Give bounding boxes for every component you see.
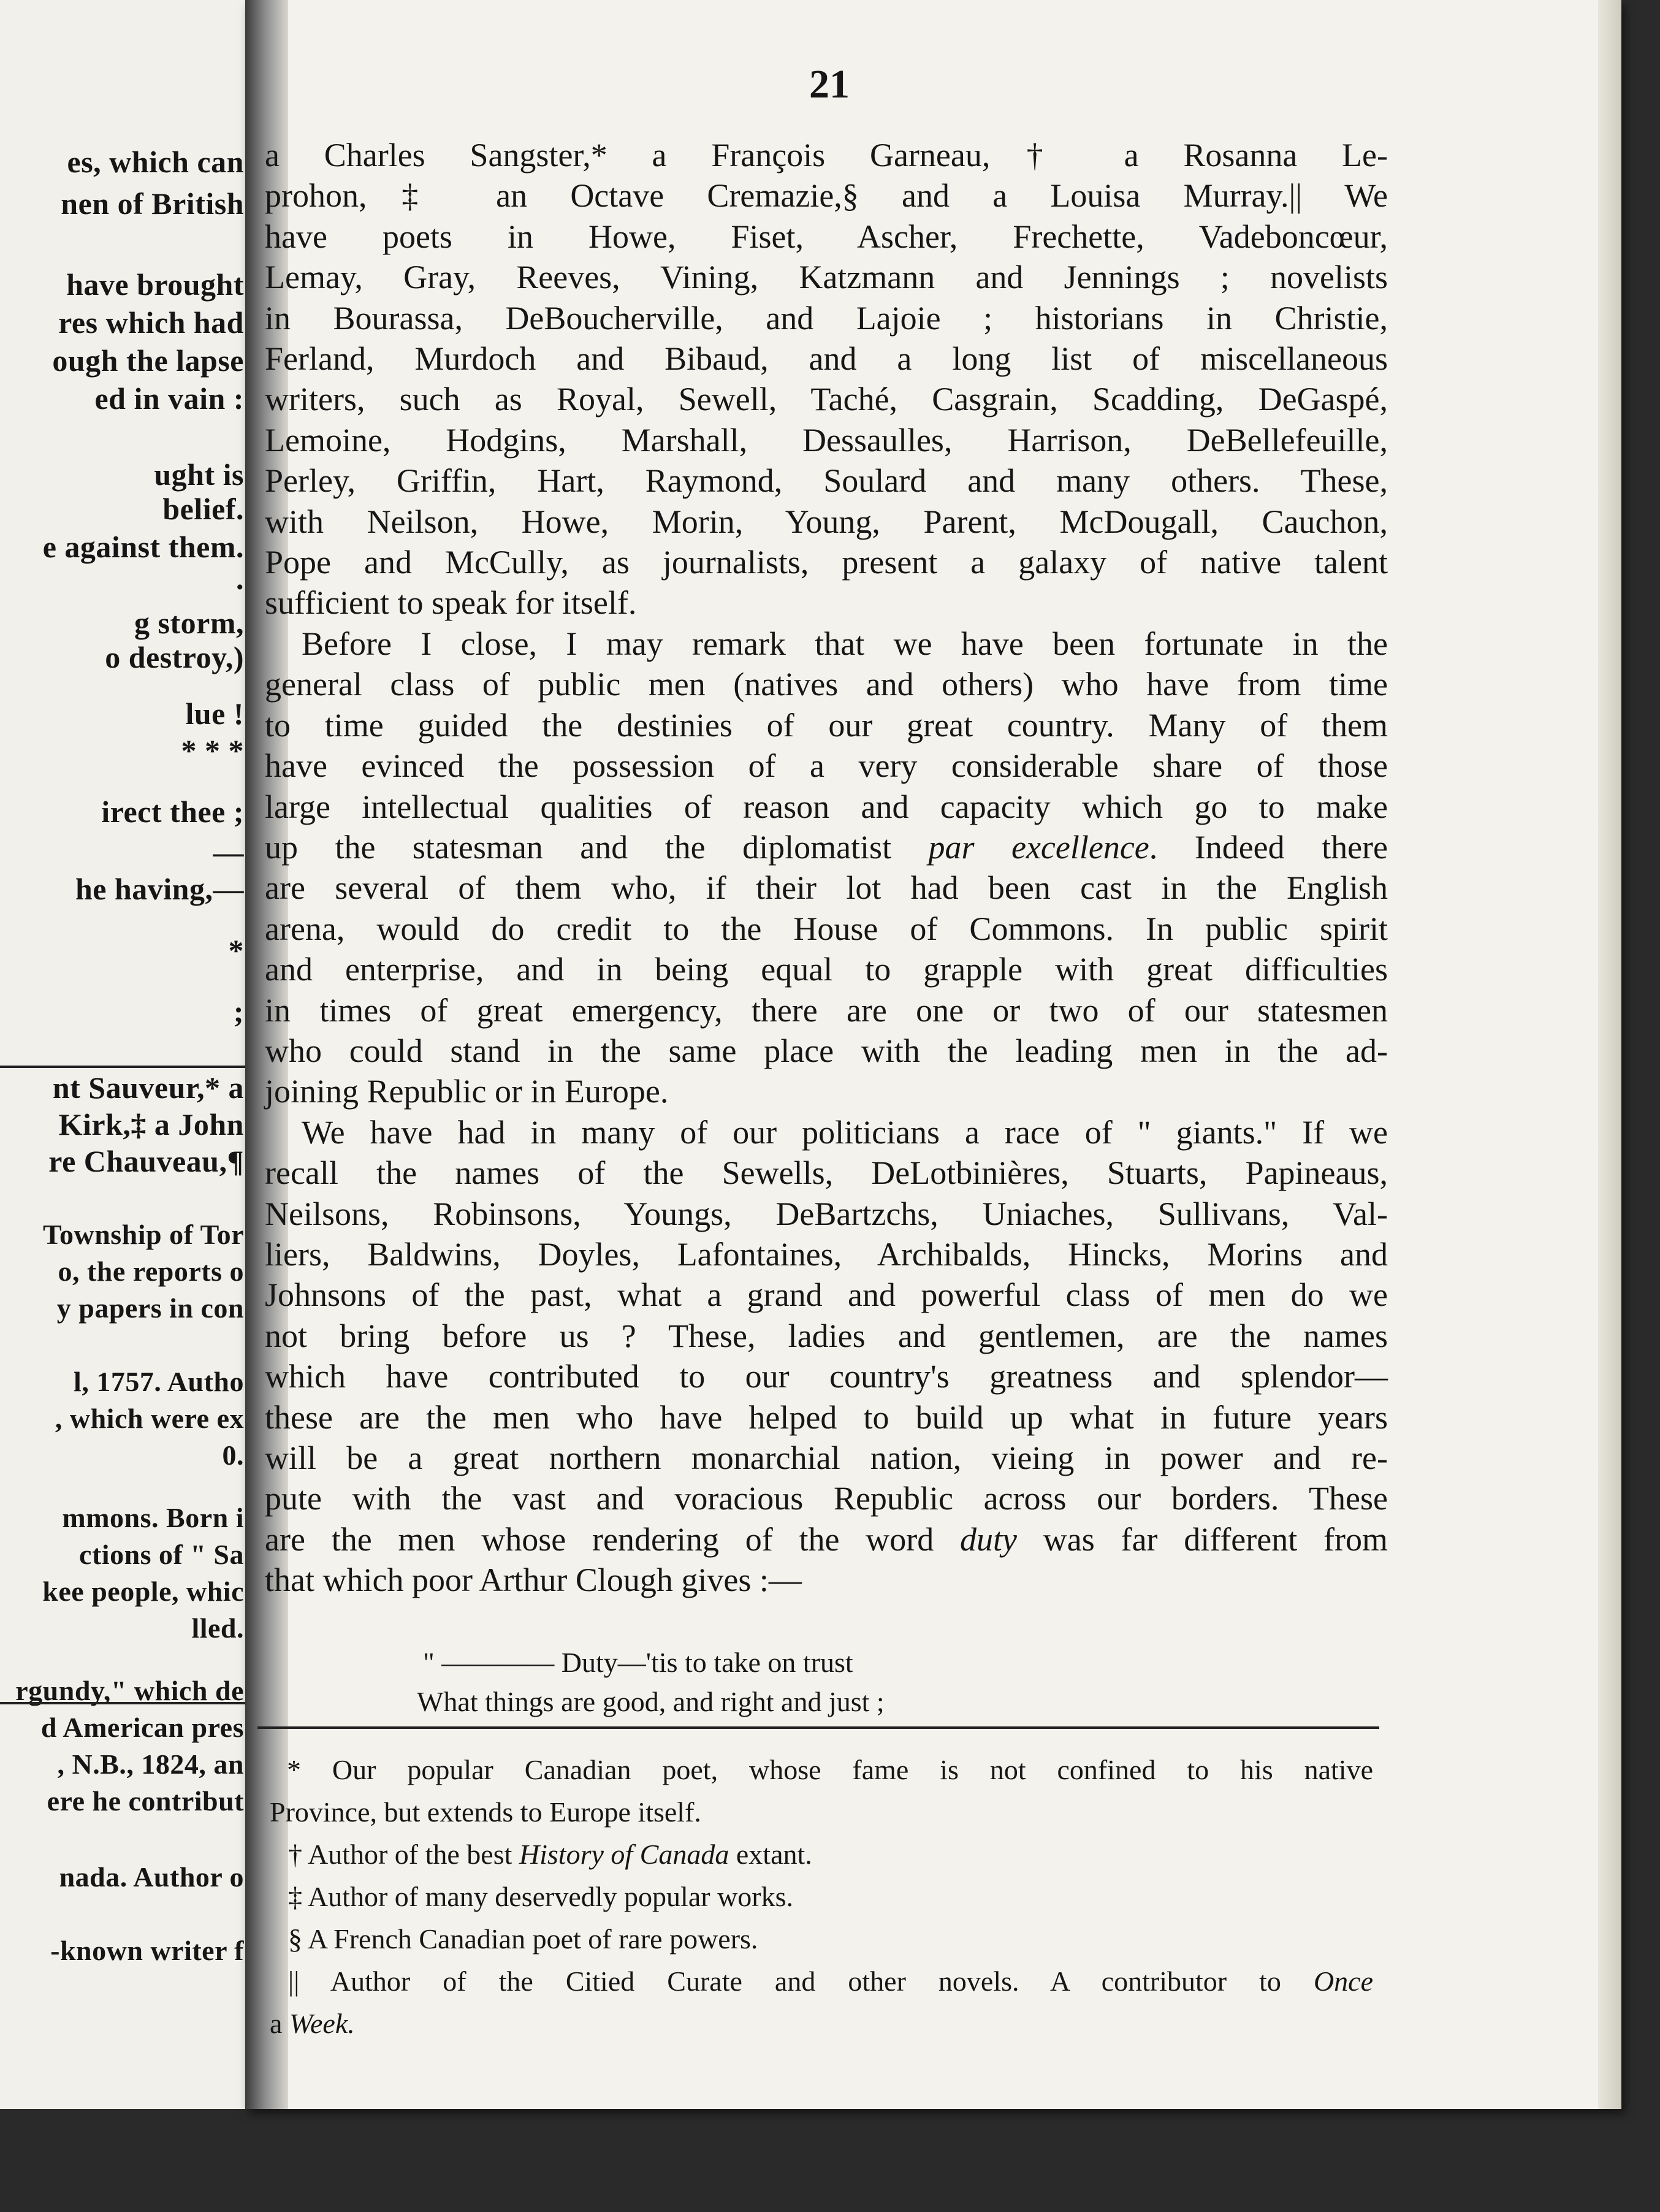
left-page-line: , which were ex [55, 1403, 244, 1434]
footnote-divider [257, 1726, 1379, 1729]
body-line: which have contributed to our country's greatness and splendor— [265, 1358, 1388, 1395]
left-page-line: o destroy,) [105, 640, 244, 674]
left-page-line: belief. [162, 492, 244, 526]
left-page-line: nen of British [61, 186, 244, 221]
left-page-line: have brought [66, 267, 244, 302]
body-line: Johnsons of the past, what a grand and powerful class of men do we [265, 1276, 1388, 1314]
body-line: Lemoine, Hodgins, Marshall, Dessaulles, Harrison, DeBellefeuille, [265, 421, 1388, 459]
body-line: a Charles Sangster,* a François Garneau,† a Rosanna Le- [265, 137, 1388, 174]
left-page-rule [0, 1702, 245, 1704]
body-text [265, 135, 1388, 1601]
left-page-line: . [236, 562, 244, 596]
body-line: in times of great emergency, there are one or two of our statesmen [265, 991, 1388, 1029]
left-page-fragment [0, 0, 245, 2109]
body-line: Before I close, I may remark that we have been fortunate in the [302, 625, 1388, 662]
body-line: liers, Baldwins, Doyles, Lafontaines, Archibalds, Hincks, Morins and [265, 1235, 1388, 1273]
body-line: will be a great northern monarchial nation, vieing in power and re- [265, 1440, 1388, 1476]
body-line: are the men whose rendering of the word duty was far different from [265, 1520, 1388, 1558]
left-page-line: lled. [191, 1612, 244, 1644]
left-page-line: ; [233, 994, 244, 1029]
left-page-line: -known writer f [50, 1935, 244, 1966]
left-page-line: * [228, 933, 244, 967]
body-line: these are the men who have helped to build up what in future years [265, 1398, 1388, 1436]
left-page-line: es, which can [67, 145, 244, 179]
body-line: Pope and McCully, as journalists, present a galaxy of native talent [265, 544, 1388, 581]
left-page-line: 0. [222, 1440, 244, 1471]
body-line: in Bourassa, DeBoucherville, and Lajoie ; historians in Christie, [265, 299, 1388, 337]
footnote-line: * Our popular Canadian poet, whose fame is not confined to his native [287, 1754, 1373, 1785]
body-line: writers, such as Royal, Sewell, Taché, Casgrain, Scadding, DeGaspé, [265, 381, 1388, 418]
body-line: prohon,‡ an Octave Cremazie,§ and a Louisa Murray.|| We [265, 177, 1388, 215]
body-line: to time guided the destinies of our great country. Many of them [265, 706, 1388, 744]
footnotes [270, 1749, 1373, 2045]
left-page-line: Township of Tor [43, 1219, 244, 1250]
body-line: have poets in Howe, Fiset, Ascher, Frechette, Vadeboncœur, [265, 218, 1388, 255]
left-page-line: e against them. [42, 530, 244, 564]
body-line: general class of public men (natives and others) who have from time [265, 666, 1388, 703]
footnote-line: § A French Canadian poet of rare powers. [288, 1923, 758, 1955]
footnote-line: † Author of the best History of Canada extant. [288, 1839, 812, 1870]
left-page-line: nada. Author o [59, 1861, 244, 1893]
body-line: Ferland, Murdoch and Bibaud, and a long list of miscellaneous [265, 340, 1388, 378]
body-line: pute with the vast and voracious Republic across our borders. These [265, 1480, 1388, 1517]
left-page-line: ere he contribut [47, 1785, 244, 1817]
body-line: Neilsons, Robinsons, Youngs, DeBartzchs, Uniaches, Sullivans, Val- [265, 1195, 1388, 1232]
footnote-line: ‡ Author of many deservedly popular works. [288, 1881, 794, 1912]
footnote-line: a Week. [270, 2008, 355, 2039]
left-page-line: res which had [58, 305, 244, 340]
left-page-line: ught is [154, 457, 244, 492]
left-page-line: , N.B., 1824, an [57, 1749, 244, 1780]
body-line: Perley, Griffin, Hart, Raymond, Soulard and many others. These, [265, 462, 1388, 500]
verse-line: " ———— Duty—'tis to take on trust [423, 1647, 853, 1678]
left-page-line: * * * [181, 733, 244, 768]
left-page-line: mmons. Born i [62, 1502, 244, 1533]
body-line: not bring before us ? These, ladies and gentlemen, are the names [265, 1317, 1388, 1354]
left-page-line: rgundy," which de [15, 1675, 244, 1706]
body-line: We have had in many of our politicians a race of " giants." If we [302, 1113, 1388, 1151]
left-page-line: lue ! [185, 696, 244, 731]
left-page-line: Kirk,‡ a John [58, 1107, 244, 1142]
left-page-line: d American pres [40, 1712, 244, 1743]
left-page-rule [0, 1066, 245, 1068]
left-page-line: nt Sauveur,* a [52, 1070, 244, 1105]
body-line: up the statesman and the diplomatist par excellence. Indeed there [265, 828, 1388, 866]
verse-line: What things are good, and right and just ; [417, 1686, 885, 1717]
page-edge [1598, 0, 1621, 2109]
footnote-line: Province, but extends to Europe itself. [270, 1796, 701, 1828]
body-line: that which poor Arthur Clough gives :— [265, 1562, 802, 1599]
page-number: 21 [809, 62, 850, 107]
body-line: are several of them who, if their lot had been cast in the English [265, 869, 1388, 907]
body-line: large intellectual qualities of reason and capacity which go to make [265, 788, 1388, 825]
body-line: and enterprise, and in being equal to grapple with great difficulties [265, 951, 1388, 988]
left-page-line: g storm, [134, 606, 244, 640]
left-page-line: y papers in con [56, 1292, 244, 1324]
left-page-line: — [213, 835, 244, 869]
body-line: who could stand in the same place with the leading men in the ad- [265, 1032, 1388, 1069]
left-page-line: ctions of " Sa [79, 1539, 244, 1570]
left-page-line: l, 1757. Autho [74, 1366, 244, 1397]
left-page-text [0, 144, 245, 1983]
left-page-line: kee people, whic [42, 1576, 244, 1607]
left-page-line: o, the reports o [58, 1256, 244, 1287]
body-line: arena, would do credit to the House of Commons. In public spirit [265, 910, 1388, 947]
left-page-line: re Chauveau,¶ [48, 1144, 244, 1178]
body-line: joining Republic or in Europe. [265, 1073, 669, 1110]
left-page-line: he having,— [75, 872, 244, 906]
body-line: recall the names of the Sewells, DeLotbinières, Stuarts, Papineaus, [265, 1154, 1388, 1192]
body-line: sufficient to speak for itself. [265, 584, 637, 622]
left-page-line: irect thee ; [101, 795, 244, 829]
left-page-line: ough the lapse [52, 343, 244, 378]
body-line: with Neilson, Howe, Morin, Young, Parent, McDougall, Cauchon, [265, 503, 1388, 540]
left-page-line: ed in vain : [94, 381, 244, 416]
body-line: have evinced the possession of a very considerable share of those [265, 747, 1388, 785]
body-line: Lemay, Gray, Reeves, Vining, Katzmann and Jennings ; novelists [265, 259, 1388, 296]
footnote-line: || Author of the Citied Curate and other novels. A contributor to Once [288, 1966, 1373, 1997]
verse-quote [417, 1643, 885, 1722]
